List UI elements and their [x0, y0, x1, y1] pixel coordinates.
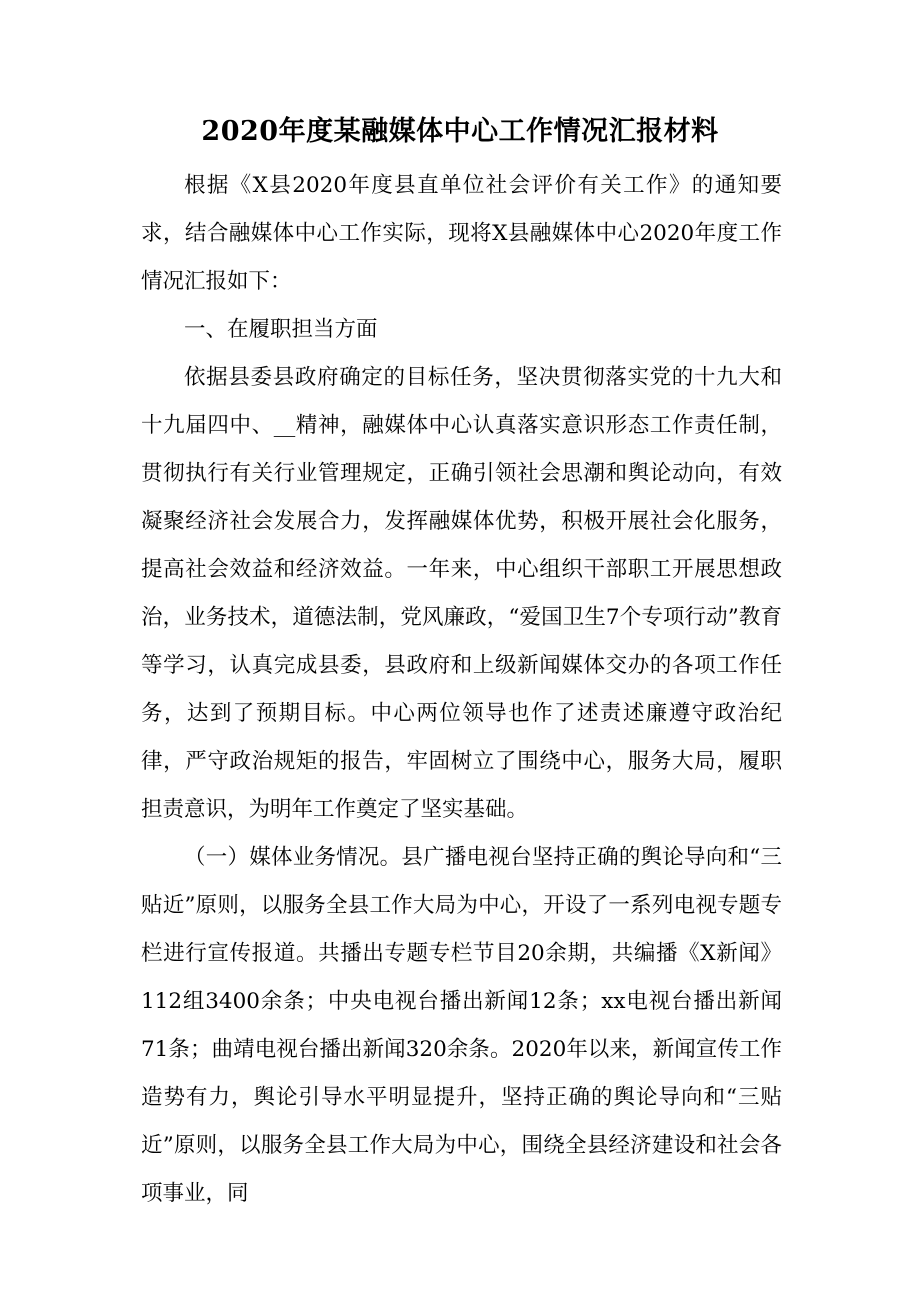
section-heading: 一、在履职担当方面 [184, 317, 378, 342]
document-title: 2020年度某融媒体中心工作情况汇报材料 [201, 116, 719, 147]
body-paragraph: （一）媒体业务情况。县广播电视台坚持正确的舆论导向和“三贴近”原则，以服务全县工作大局为中心，开设了一系列电视专题专栏进行宣传报道。共播出专题专栏节目20余期，共编播《X新闻》112组3400余条；中央电视台播出新闻12条；xx电视台播出新闻71条；曲靖电视台播出新闻320余条。2020年以来，新闻宣传工作造势有力，舆论引导水平明显提升，坚持正确的舆论导向和“三贴近”原则，以服务全县工作大局为中心，围绕全县经济建设和社会各项事业，同 [141, 845, 782, 1206]
body-paragraph: 依据县委县政府确定的目标任务，坚决贯彻落实党的十九大和十九届四中、__精神，融媒体中心认真落实意识形态工作责任制，贯彻执行有关行业管理规定，正确引领社会思潮和舆论动向，有效凝聚经济社会发展合力，发挥融媒体优势，积极开展社会化服务，提高社会效益和经济效益。一年来，中心组织干部职工开展思想政治，业务技术，道德法制，党风廉政，“爱国卫生7个专项行动”教育等学习，认真完成县委，县政府和上级新闻媒体交办的各项工作任务，达到了预期目标。中心两位领导也作了述责述廉遵守政治纪律，严守政治规矩的报告，牢固树立了围绕中心，服务大局，履职担责意识，为明年工作奠定了坚实基础。 [141, 365, 782, 822]
document-body [141, 162, 782, 1218]
intro-paragraph: 根据《X县2020年度县直单位社会评价有关工作》的通知要求，结合融媒体中心工作实际，现将X县融媒体中心2020年度工作情况汇报如下： [141, 173, 782, 294]
